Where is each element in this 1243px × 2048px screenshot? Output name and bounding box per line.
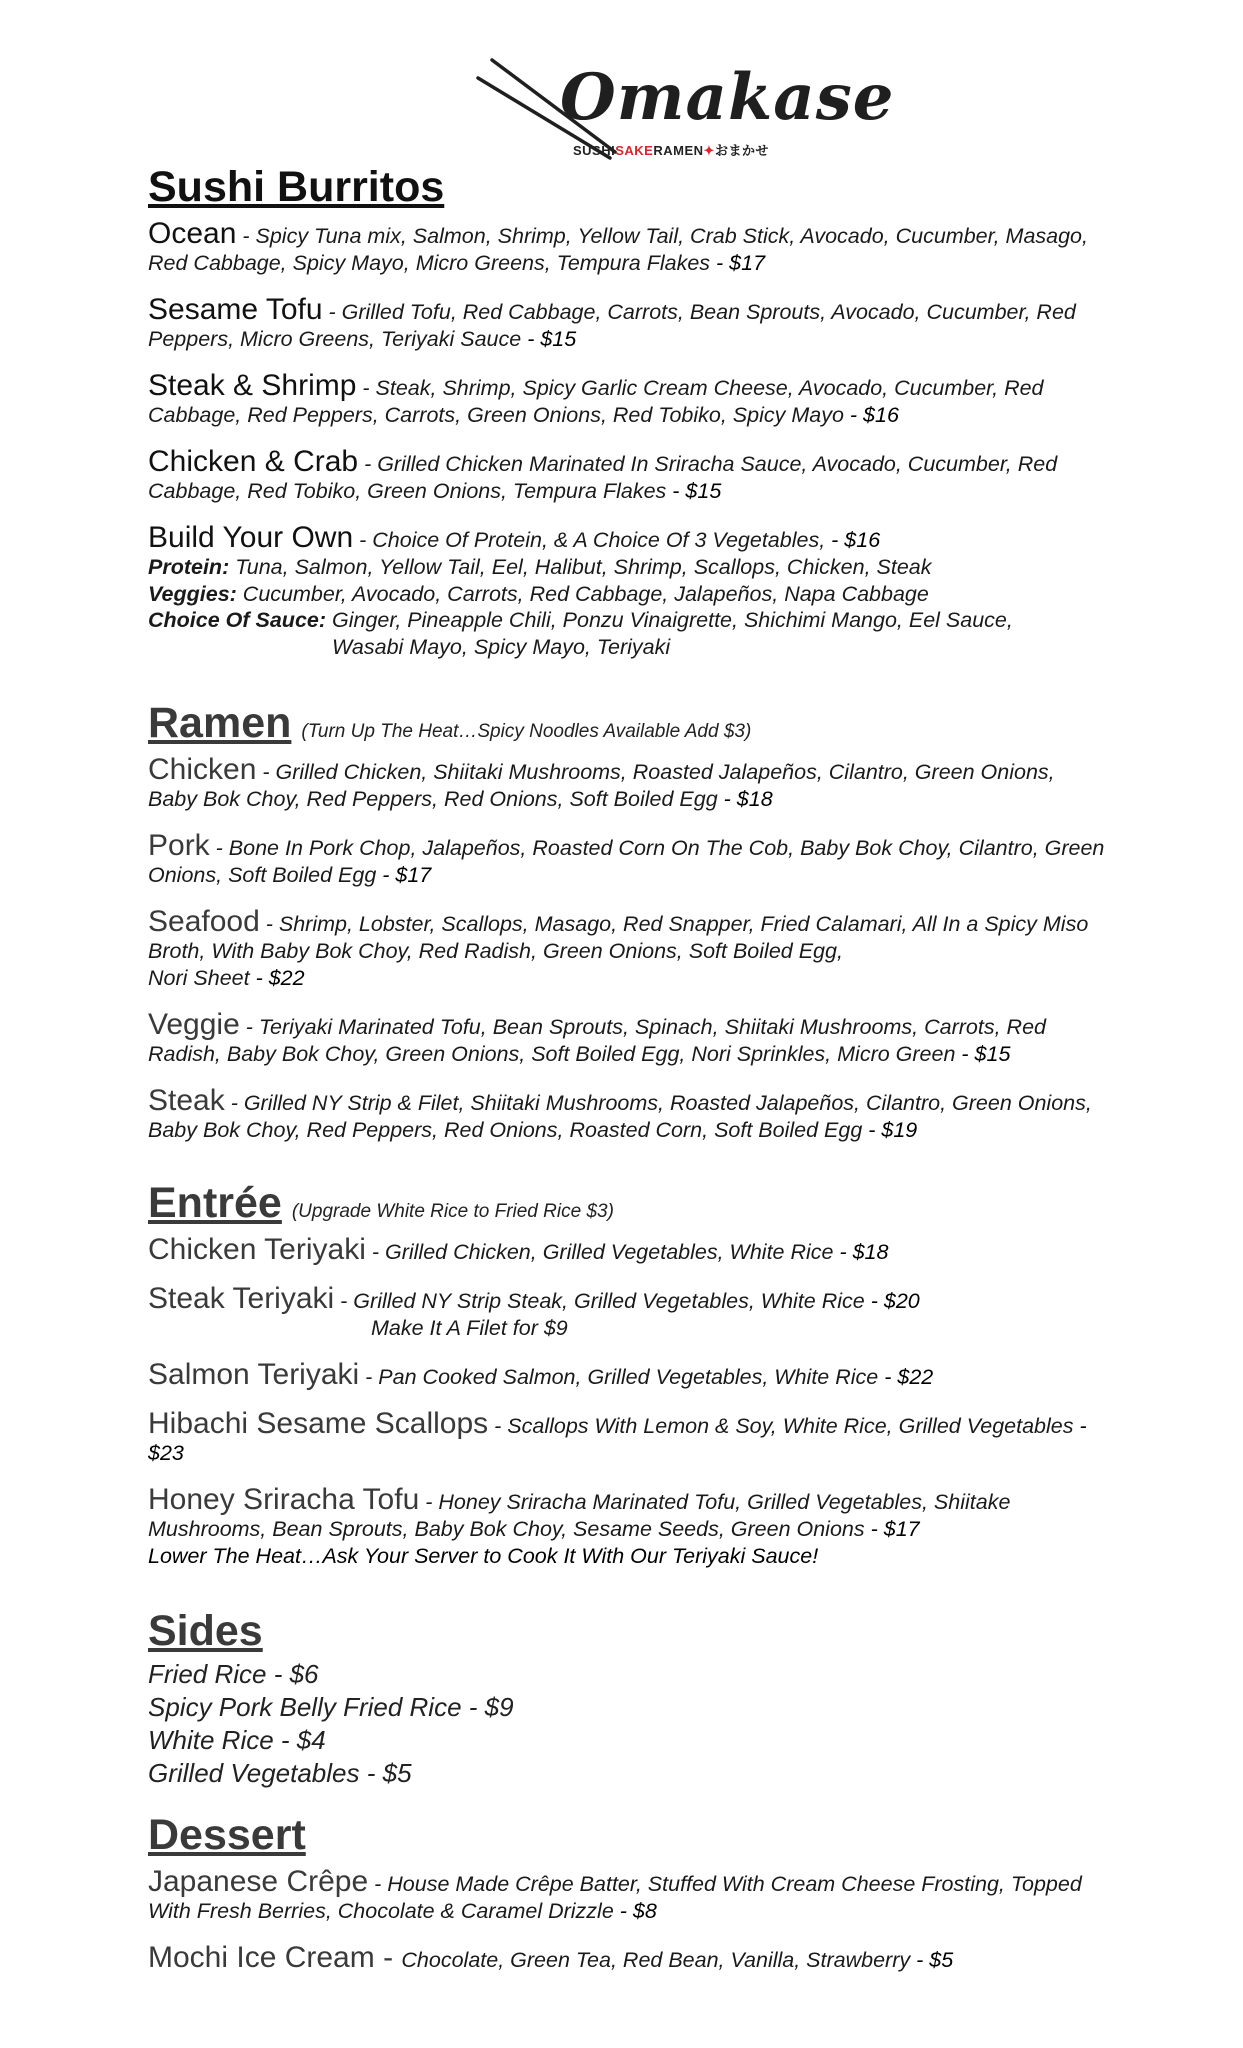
item-description: - Choice Of Protein, & A Choice Of 3 Vegetables, (353, 528, 826, 552)
item-description: - Bone In Pork Chop, Jalapeños, Roasted Corn On The Cob, Baby Bok Choy, Cilantro, Green Onions, Soft Boiled Egg (148, 836, 1105, 887)
side-item: Grilled Vegetables - $5 (148, 1758, 412, 1788)
item-name: Steak Teriyaki (148, 1282, 335, 1315)
logo-tagline: SUSHISAKERAMEN✦おまかせ (573, 143, 769, 158)
item-name: Chicken & Crab (148, 445, 359, 478)
item-description: Chocolate, Green Tea, Red Bean, Vanilla, Strawberry (401, 1948, 911, 1972)
side-item: White Rice - $4 (148, 1725, 326, 1755)
item-price: - $23 (148, 1414, 1087, 1465)
item-description: - Grilled Chicken Marinated In Sriracha Sauce, Avocado, Cucumber, Red Cabbage, Red Tobiko, Green Onions, Tempura Flakes (148, 452, 1058, 503)
section-entree (148, 1180, 1108, 1570)
item-description: - Grilled Tofu, Red Cabbage, Carrots, Bean Sprouts, Avocado, Cucumber, Red Peppers, Micro Greens, Teriyaki Sauce (148, 300, 1076, 351)
section-title: Dessert (148, 1811, 306, 1859)
item-description-cont: Nori Sheet (148, 966, 250, 990)
item-description: - Grilled Chicken, Grilled Vegetables, White Rice (365, 1240, 834, 1264)
byo-veggies: Veggies: Cucumber, Avocado, Carrots, Red Cabbage, Jalapeños, Napa Cabbage (148, 581, 929, 606)
omakase-logo (470, 52, 895, 162)
menu-item (148, 218, 1108, 277)
byo-sauce: Choice Of Sauce: Ginger, Pineapple Chili, Ponzu Vinaigrette, Shichimi Mango, Eel Sauce, Wasabi Mayo, Spicy Mayo, Teriyaki (148, 608, 1013, 659)
item-name: Steak (148, 1084, 225, 1117)
section-title: Ramen (148, 699, 292, 747)
item-price: - $22 (878, 1365, 934, 1389)
menu-item-build-your-own (148, 522, 1108, 660)
item-price: - $5 (910, 1948, 954, 1972)
menu-item (148, 1866, 1108, 1925)
item-name: Build Your Own (148, 521, 354, 554)
item-name: Japanese Crêpe (148, 1865, 369, 1898)
menu-item (148, 446, 1108, 505)
item-extra: Lower The Heat…Ask Your Server to Cook It With Our Teriyaki Sauce! (148, 1544, 819, 1568)
menu-item (148, 830, 1108, 889)
menu-item (148, 370, 1108, 429)
item-description: - House Made Crêpe Batter, Stuffed With Cream Cheese Frosting, Topped With Fresh Berries, Chocolate & Caramel Drizzle (148, 1872, 1082, 1923)
item-name: Ocean (148, 217, 237, 250)
item-price: - $17 (710, 251, 766, 275)
menu-item (148, 906, 1108, 992)
item-price: - $17 (376, 863, 432, 887)
menu-item (148, 1009, 1108, 1068)
menu-item (148, 294, 1108, 353)
menu-item (148, 1283, 1108, 1342)
item-separator: - (374, 1941, 402, 1974)
section-title: Entrée (148, 1179, 282, 1227)
item-description: - Honey Sriracha Marinated Tofu, Grilled Vegetables, Shiitake Mushrooms, Bean Sprouts, Baby Bok Choy, Sesame Seeds, Green Onions (148, 1490, 1011, 1541)
menu-item (148, 1408, 1108, 1467)
item-name: Honey Sriracha Tofu (148, 1483, 420, 1516)
item-name: Chicken (148, 753, 257, 786)
section-sushi-burritos (148, 164, 1108, 660)
section-ramen (148, 700, 1108, 1144)
item-price: - $18 (717, 787, 773, 811)
item-price: - $17 (870, 1517, 920, 1541)
item-price: - $15 (521, 327, 577, 351)
section-note: (Upgrade White Rice to Fried Rice $3) (291, 1201, 614, 1222)
item-extra: Make It A Filet for $9 (371, 1316, 568, 1340)
item-description: - Grilled NY Strip Steak, Grilled Vegetables, White Rice (334, 1289, 865, 1313)
item-name: Veggie (148, 1008, 240, 1041)
item-price: - $15 (666, 479, 722, 503)
menu-item (148, 1942, 1108, 1974)
item-description: - Steak, Shrimp, Spicy Garlic Cream Cheese, Avocado, Cucumber, Red Cabbage, Red Peppers, Carrots, Green Onions, Red Tobiko, Spicy Mayo (148, 376, 1044, 427)
item-name: Seafood (148, 905, 260, 938)
section-note: (Turn Up The Heat…Spicy Noodles Available Add $3) (301, 721, 752, 742)
menu-item (148, 1234, 1108, 1266)
item-name: Chicken Teriyaki (148, 1233, 366, 1266)
side-item: Spicy Pork Belly Fried Rice - $9 (148, 1692, 514, 1722)
item-price: - $22 (249, 966, 305, 990)
menu-item (148, 1359, 1108, 1391)
item-description: - Pan Cooked Salmon, Grilled Vegetables, White Rice (359, 1365, 879, 1389)
item-description: - Grilled NY Strip & Filet, Shiitaki Mushrooms, Roasted Jalapeños, Cilantro, Green Onions, Baby Bok Choy, Red Peppers, Red Onions, Roasted Corn, Soft Boiled Egg (148, 1091, 1092, 1142)
item-price: - $16 (825, 528, 881, 552)
item-name: Hibachi Sesame Scallops (148, 1407, 489, 1440)
item-description: - Spicy Tuna mix, Salmon, Shrimp, Yellow Tail, Crab Stick, Avocado, Cucumber, Masago, Red Cabbage, Spicy Mayo, Micro Greens, Tempura Flakes (148, 224, 1088, 275)
item-description: - Scallops With Lemon & Soy, White Rice, Grilled Vegetables (488, 1414, 1074, 1438)
item-price: - $16 (843, 403, 899, 427)
menu-item (148, 1484, 1108, 1570)
menu-item (148, 754, 1108, 813)
item-price: - $15 (955, 1042, 1011, 1066)
item-name: Steak & Shrimp (148, 369, 357, 402)
item-description: - Grilled Chicken, Shiitaki Mushrooms, Roasted Jalapeños, Cilantro, Green Onions, Baby Bok Choy, Red Peppers, Red Onions, Soft Boiled Egg (148, 760, 1055, 811)
item-price: - $20 (864, 1289, 920, 1313)
byo-protein: Protein: Tuna, Salmon, Yellow Tail, Eel, Halibut, Shrimp, Scallops, Chicken, Steak (148, 555, 932, 579)
item-price: - $18 (833, 1240, 889, 1264)
section-title: Sushi Burritos (148, 163, 445, 211)
item-name: Pork (148, 829, 210, 862)
item-name: Mochi Ice Cream (148, 1941, 375, 1974)
item-name: Sesame Tofu (148, 293, 323, 326)
section-sides (148, 1608, 1108, 1790)
section-title: Sides (148, 1607, 263, 1655)
item-description: - Shrimp, Lobster, Scallops, Masago, Red Snapper, Fried Calamari, All In a Spicy Miso Broth, With Baby Bok Choy, Red Radish, Green Onions, Soft Boiled Egg, (148, 912, 1089, 963)
item-name: Salmon Teriyaki (148, 1358, 360, 1391)
logo-script: Omakase (560, 60, 895, 135)
side-item: Fried Rice - $6 (148, 1659, 319, 1689)
item-price: - $8 (613, 1899, 657, 1923)
item-description: - Teriyaki Marinated Tofu, Bean Sprouts, Spinach, Shiitaki Mushrooms, Carrots, Red Radish, Baby Bok Choy, Green Onions, Soft Boiled Egg, Nori Sprinkles, Micro Green (148, 1015, 1046, 1066)
item-price: - $19 (862, 1118, 918, 1142)
menu-item (148, 1085, 1108, 1144)
section-dessert (148, 1812, 1108, 1974)
